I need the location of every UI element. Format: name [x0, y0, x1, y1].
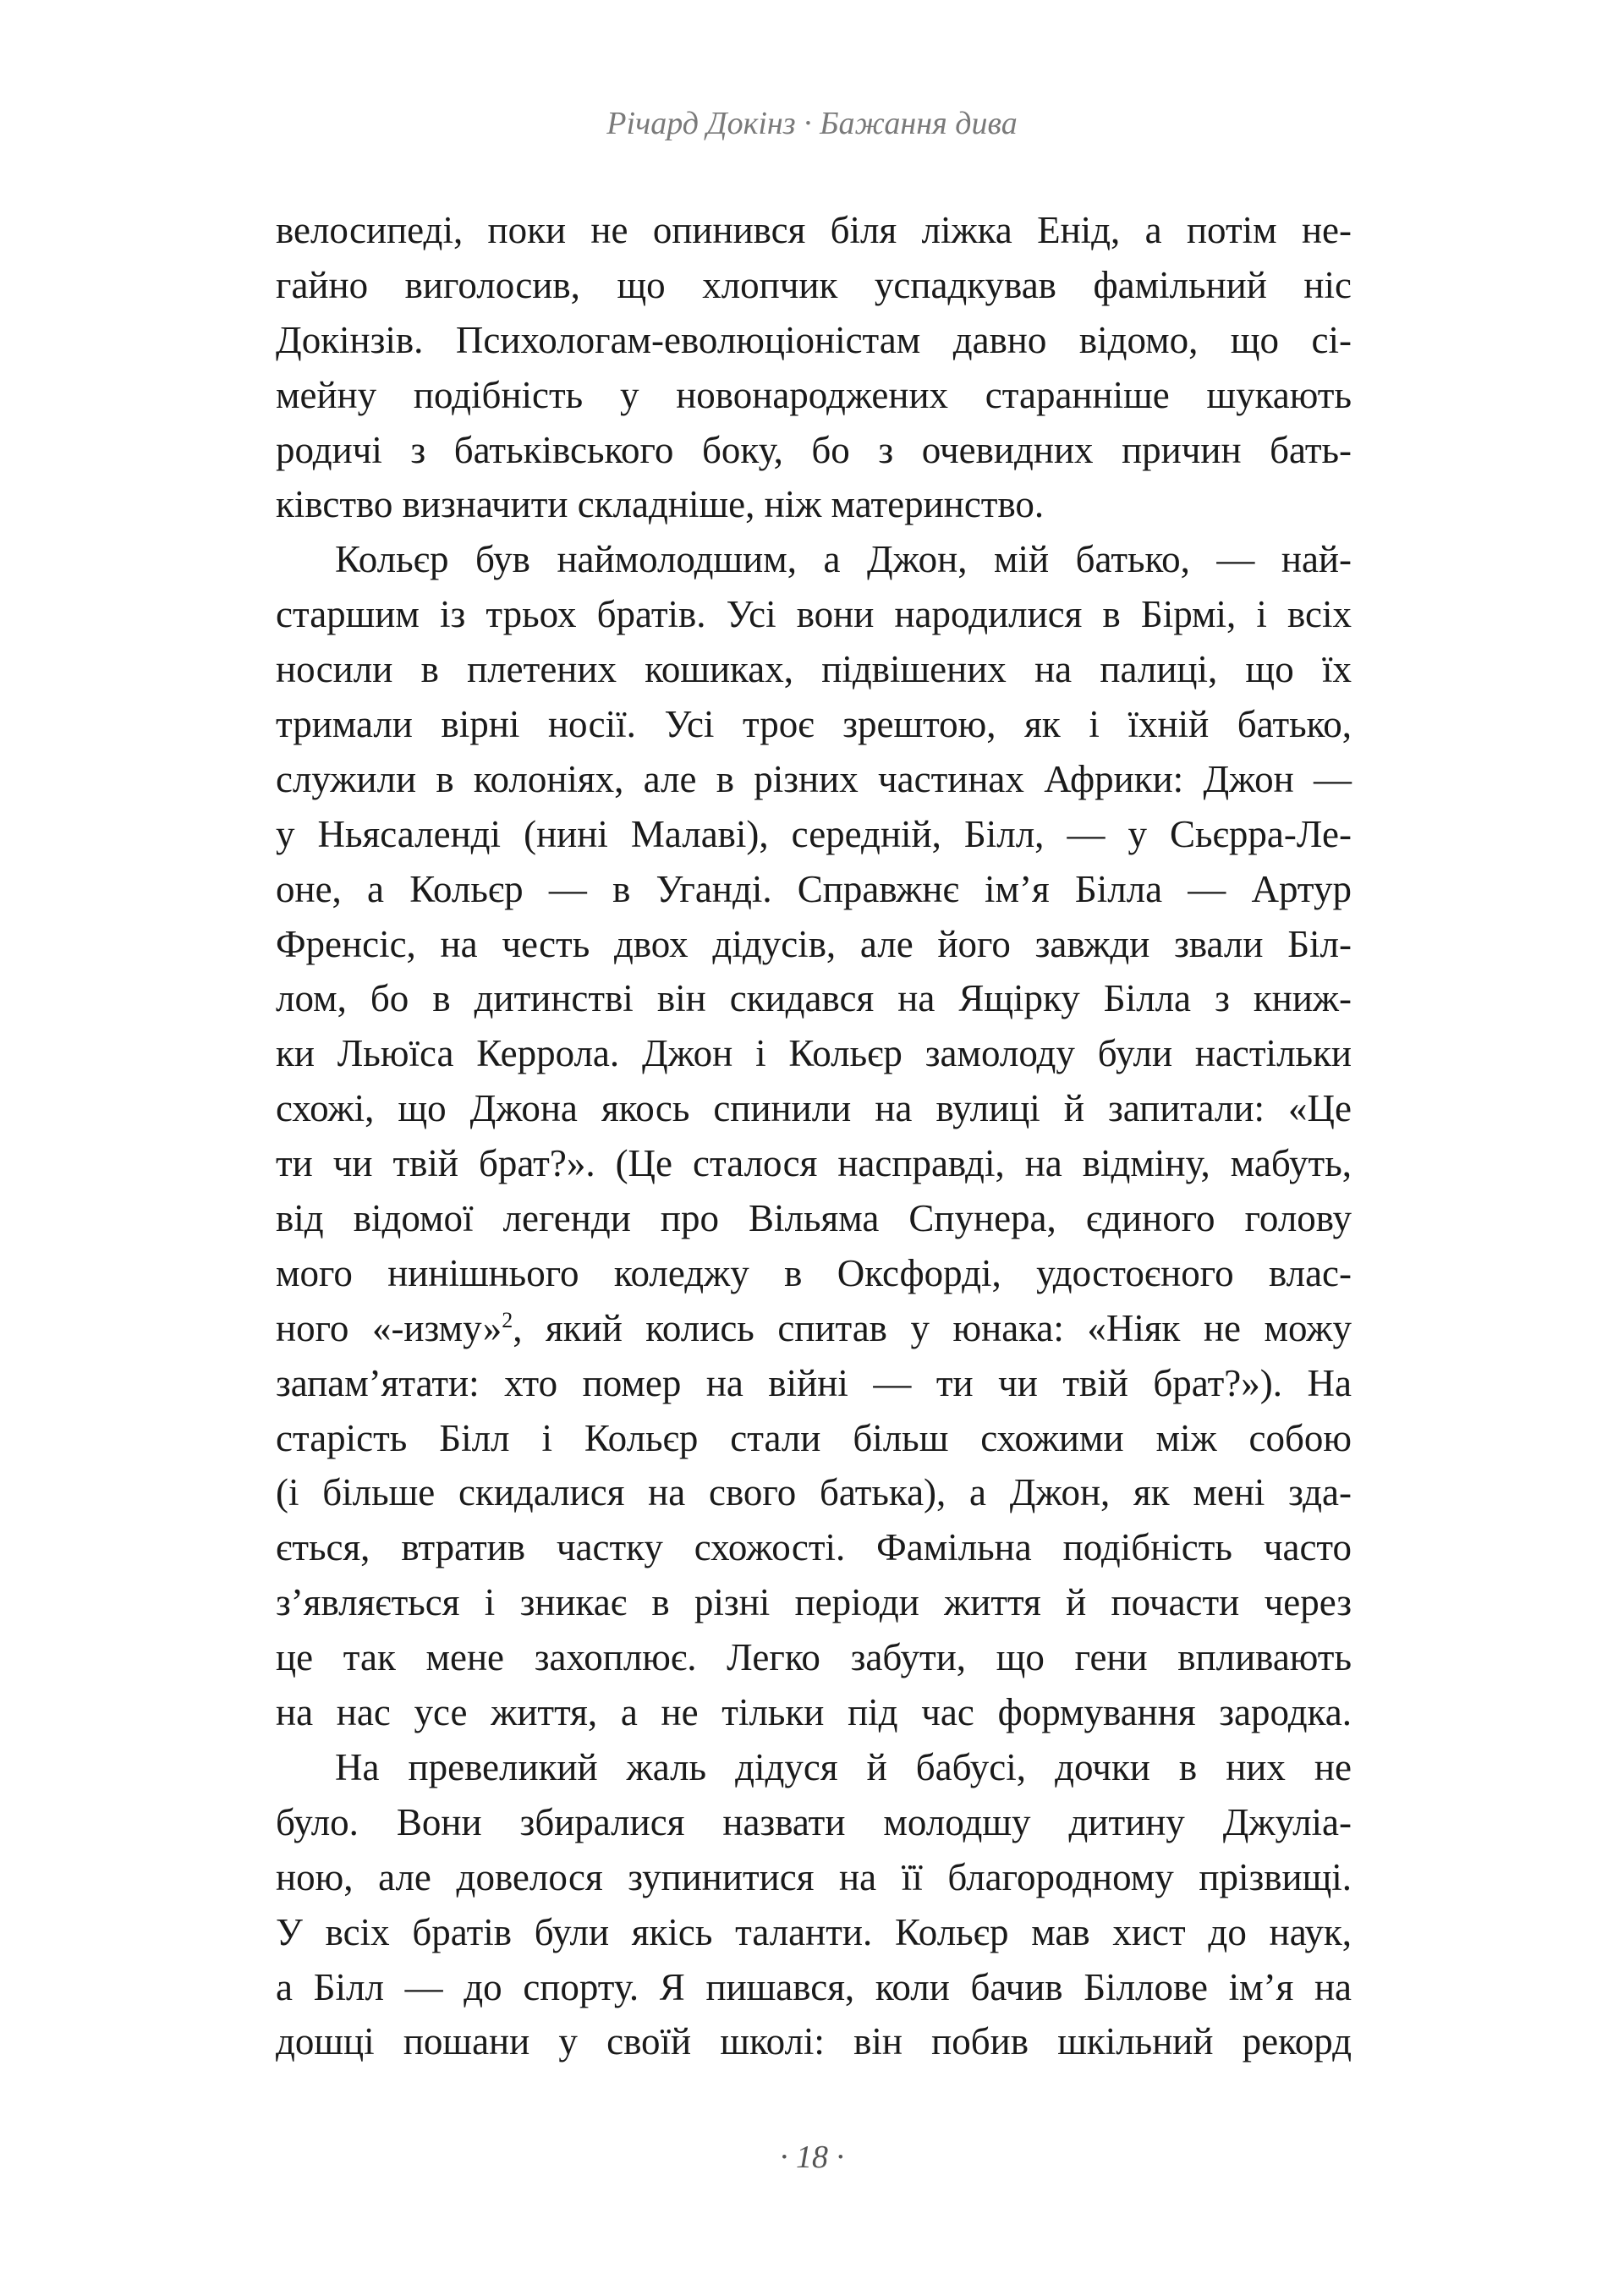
text-line: схожі, що Джона якось спинили на вулиці й запитали: «Це — [276, 1087, 1352, 1130]
text-line: з’являється і зникає в різні періоди життя й почасти через — [276, 1581, 1352, 1624]
text-line: Френсіс, на честь двох дідусів, але його завжди звали Біл- — [276, 922, 1352, 965]
page-number: · 18 · — [780, 2139, 844, 2175]
text-line: служили в колоніях, але в різних частинах Африки: Джон — — [276, 757, 1352, 800]
text-line: носили в плетених кошиках, підвішених на палиці, що їх — [276, 648, 1352, 691]
text-line: ківство визначити складніше, ніж материнство. — [276, 483, 1045, 526]
text-line: оне, а Кольєр — в Уганді. Справжнє ім’я Білла — Артур — [276, 867, 1352, 910]
text-line: велосипеді, поки не опинився біля ліжка Енід, а потім не- — [276, 209, 1352, 251]
text-line: від відомої легенди про Вільяма Спунера, єдиного голову — [276, 1197, 1352, 1240]
text-line: гайно виголосив, що хлопчик успадкував фамільний ніс — [276, 263, 1352, 306]
text-line: На превеликий жаль дідуся й бабусі, дочки в них не — [335, 1745, 1352, 1788]
text-line: запам’ятати: хто помер на війні — ти чи твій брат?»). На — [276, 1361, 1352, 1404]
text-line: лом, бо в дитинстві він скидався на Ящірку Білла з книж- — [276, 977, 1352, 1020]
text-line: ки Льюїса Керрола. Джон і Кольєр замолоду були настільки — [276, 1032, 1352, 1075]
text-line: було. Вони збиралися назвати молодшу дитину Джуліа- — [276, 1800, 1352, 1843]
text-line: Кольєр був наймолодшим, а Джон, мій батько, — най- — [335, 538, 1352, 581]
footnote-reference[interactable]: 2 — [502, 1307, 513, 1332]
text-line: а Білл — до спорту. Я пишався, коли бачив Біллове ім’я на — [276, 1965, 1352, 2008]
text-line: ється, втратив частку схожості. Фамільна подібність часто — [276, 1526, 1352, 1569]
text-line: дошці пошани у своїй школі: він побив шкільний рекорд — [276, 2020, 1352, 2063]
text-line: ти чи твій брат?». (Це сталося насправді, на відміну, мабуть, — [276, 1142, 1352, 1185]
text-line: (і більше скидалися на свого батька), а Джон, як мені зда- — [276, 1471, 1352, 1514]
text-line: ною, але довелося зупинитися на її благородному прізвищі. — [276, 1855, 1352, 1898]
text-line: на нас усе життя, а не тільки під час формування зародка. — [276, 1691, 1352, 1734]
text-line: тримали вірні носії. Усі троє зрештою, як і їхній батько, — [276, 703, 1352, 746]
text-fragment: , який колись спитав у юнака: «Ніяк не можу — [513, 1306, 1352, 1349]
text-line: старість Білл і Кольєр стали більш схожими між собою — [276, 1416, 1352, 1459]
running-head: Річард Докінз · Бажання дива — [606, 106, 1018, 141]
text-line: У всіх братів були якісь таланти. Кольєр мав хист до наук, — [276, 1910, 1352, 1953]
text-line-with-footnote — [276, 1301, 1352, 1356]
text-line: Докінзів. Психологам-еволюціоністам давно відомо, що сі- — [276, 318, 1352, 361]
text-line: родичі з батьківського боку, бо з очевидних причин бать- — [276, 428, 1352, 471]
text-line: у Ньясаленді (нині Малаві), середній, Білл, — у Сьєрра-Ле- — [276, 812, 1352, 855]
text-fragment: ного «-изму» — [276, 1306, 502, 1349]
text-line: старшим із трьох братів. Усі вони народилися в Бірмі, і всіх — [276, 593, 1352, 636]
body-text — [276, 203, 1352, 2069]
text-line: мейну подібність у новонароджених старанніше шукають — [276, 373, 1352, 416]
text-line: це так мене захоплює. Легко забути, що гени впливають — [276, 1636, 1352, 1679]
text-line: мого нинішнього коледжу в Оксфорді, удостоєного влас- — [276, 1251, 1352, 1294]
